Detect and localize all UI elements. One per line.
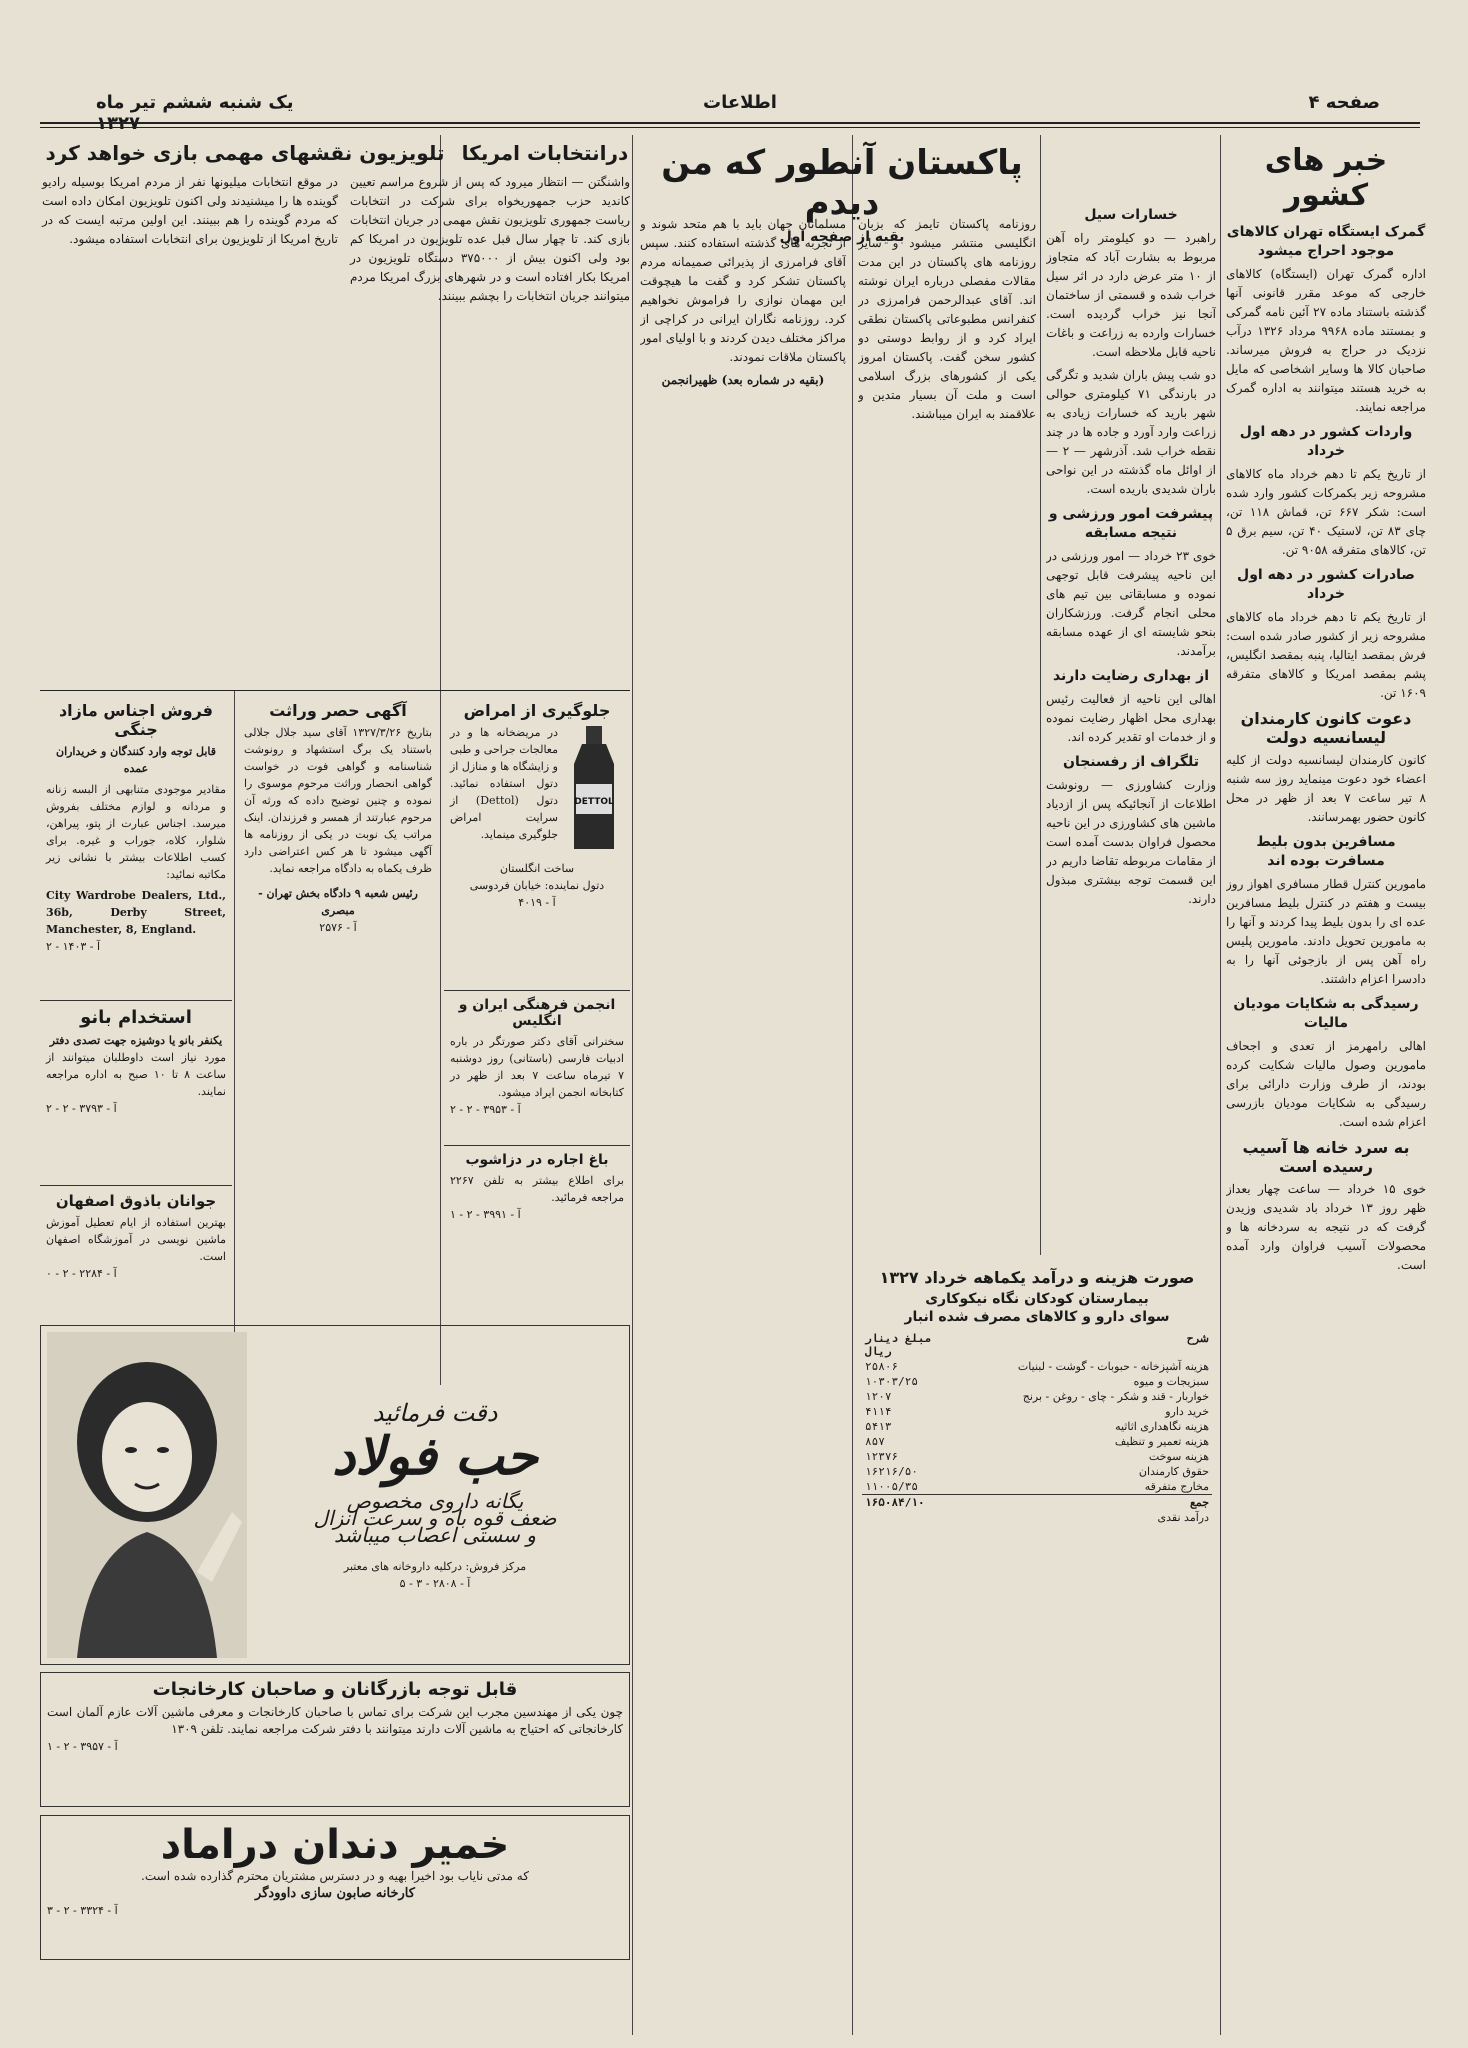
dettol-bottle-icon	[564, 724, 624, 854]
table-row	[862, 1464, 1212, 1479]
article-title: صادرات کشور در دهه اول خرداد	[1237, 567, 1415, 602]
divider-4	[632, 135, 633, 2035]
right-column	[1226, 135, 1426, 2035]
hasr-body: بتاریخ ۱۳۲۷/۳/۲۶ آقای سید جلال جلالی باستناد یک برگ استشهاد و رونوشت شناسنامه و گواهی فوت در خواست گواهی انحصار وراثت مرحوم موسوی را نموده و چنین توضیح داده که ورثه آن مرحوم عبارتند از همسر و فرزندان. اینک مراتب یک نوبت در یکی از روزنامه ها آگهی میشود تا هر کس اعتراضی دارد ظرف یکماه به دادگاه مراجعه نماید.	[244, 726, 432, 875]
anjoman-code: آ - ۳۹۵۳ - ۲ - ۲	[450, 1103, 521, 1116]
america-article	[40, 135, 630, 695]
section-title: خبر های کشور	[1264, 143, 1388, 213]
america-headline-right: درانتخابات امریکا	[461, 141, 629, 165]
jovanan-code: آ - ۲۲۸۴ - ۲ - ۰	[46, 1267, 117, 1280]
row-desc: سبزیجات و میوه	[1133, 1375, 1209, 1388]
hasr-ad	[238, 695, 438, 1295]
pakistan-footer: (بقیه در شماره بعد) ظهیرانجمن	[661, 373, 825, 387]
article-title: مسافرین بدون بلیط مسافرت بوده اند	[1256, 834, 1396, 869]
jovanan-body: بهترین استفاده از ایام تعطیل آموزش ماشین نویسی در آموزشگاه اصفهان است.	[46, 1216, 226, 1263]
section-rule	[40, 690, 630, 691]
row-amount: ۴۱۱۴	[865, 1405, 892, 1418]
row-desc: جمع	[1189, 1496, 1209, 1509]
row-desc: هزینه نگاهداری اثاثیه	[1115, 1420, 1209, 1433]
row-desc: هزینه سوخت	[1148, 1450, 1209, 1463]
pakistan-col-b	[640, 215, 846, 2035]
table-row	[862, 1404, 1212, 1419]
row-desc: خواربار - قند و شکر - چای - روغن - برنج	[1022, 1390, 1209, 1403]
table-row	[862, 1389, 1212, 1404]
article-title: رسیدگی به شکایات مودیان مالیات	[1233, 996, 1419, 1031]
habb-footer: مرکز فروش: درکلیه داروخانه های معتبر	[343, 1559, 527, 1573]
hospital-subtitle: بیمارستان کودکان نگاه نیکوکاری	[925, 1291, 1149, 1307]
table-row	[862, 1374, 1212, 1389]
dettol-ad	[444, 695, 630, 985]
america-body: واشنگتن — انتظار میرود که پس از شروع مراسم تعیین کاندید حزب جمهوریخواه برای شرکت در انتخابات ریاست جمهوری تلویزیون نقش مهمی در جریان انتخابات بازی کند. تا چهار سال قبل عده تلویزیون در امریکا کم بود ولی اکنون بیش از ۳۷۵۰۰۰ دستگاه تلویزیون در امریکا بکار افتاده است و در شهرهای بزرگ امریکا مردم میتوانند جریان انتخابات را بچشم ببینند.	[350, 175, 630, 303]
masthead-page-label: صفحه ۴	[1308, 92, 1380, 113]
america-body-2: در موقع انتخابات میلیونها نفر از مردم امریکا بوسیله رادیو گوینده ها را میشنیدند ولی اکنون تلویزیون امکان داده است که مردم گوینده را هم ببینند. این اولین مرتبه ایست که در تاریخ امریکا از تلویزیون برای انتخابات استفاده میشود.	[42, 175, 338, 246]
divider-1	[1220, 135, 1221, 2035]
right-column-body	[1226, 223, 1426, 1275]
sale-code: آ - ۱۴۰۳ - ۲	[46, 940, 101, 953]
table-row	[862, 1479, 1212, 1495]
america-headline-left: تلویزیون نقشهای مهمی بازی خواهد کرد	[45, 141, 445, 165]
pakistan-body-left: مسلمانان جهان باید با هم متحد شوند و از تجربه های گذشته استفاده کنند. سپس آقای فرامرزی از پذیرائی صمیمانه مردم پاکستان تشکر کرد و گفت ما هیچوقت این مهمان نوازی را فراموش نخواهیم کرد. روزنامه نگاران ایرانی در کراچی از مراکز مختلف دیدن کردند و با اولیای امور پاکستان ملاقات نمودند.	[640, 217, 846, 364]
row-amount: ۱۶۵۰۸۴/۱۰	[865, 1496, 925, 1509]
woman-portrait-image	[47, 1332, 247, 1658]
masthead-rule	[40, 122, 1420, 124]
row-desc: هزینه تعمیر و تنظیف	[1114, 1435, 1209, 1448]
dettol-body: در مریضخانه ها و در معالجات جراحی و طبی و زایشگاه ها و منازل از دتول استفاده نمائید. دتول (Dettol) از سرایت امراض جلوگیری مینماید.	[450, 726, 558, 841]
article-body: از تاریخ یکم تا دهم خرداد ماه کالاهای مشروحه زیر از کشور صادر شده است: فرش بمقصد ایتالیا، پنبه بمقصد انگلیس، پشم بمقصد امریکا و کالاهای متفرقه ۱۶۰۹ تن.	[1226, 610, 1426, 700]
habb-code: آ - ۲۸۰۸ - ۳ - ۵	[399, 1576, 471, 1590]
habb-title-small: دقت فرمائید	[372, 1398, 498, 1427]
row-desc: مخارج متفرقه	[1144, 1480, 1209, 1493]
bagh-code: آ - ۳۹۹۱ - ۲ - ۱	[450, 1208, 521, 1221]
anjoman-ad	[444, 990, 630, 1140]
hospital-title: صورت هزینه و درآمد یکماهه خرداد ۱۳۲۷	[879, 1268, 1195, 1287]
karkhane-body: چون یکی از مهندسین مجرب این شرکت برای تماس با صاحبان کارخانجات و معرفی ماشین آلات عازم آلمان است کارخانجاتی که احتیاج به ماشین آلات دارند میتوانند با دفتر شرکت مراجعه نمایند. تلفن ۱۳۰۹	[47, 1705, 623, 1736]
habb-ad	[40, 1325, 630, 1665]
article-body: کانون کارمندان لیسانسیه دولت از کلیه اعضاء خود دعوت مینماید روز سه شنبه ۸ تیر ساعت ۷ بعد از ظهر در محل کانون حضور بهمرسانند.	[1226, 753, 1426, 824]
article-body: اهالی رامهرمز از تعدی و اجحاف مامورین وصول مالیات شکایت کرده بودند، از طرف وزارت دارائی برای رسیدگی به شکایات مودیان بازرسی اعزام شده است.	[1226, 1039, 1426, 1129]
jovanan-title: جوانان باذوق اصفهان	[55, 1192, 217, 1210]
article-body: از تاریخ یکم تا دهم خرداد ماه کالاهای مشروحه زیر بکمرکات کشور وارد شده است: شکر ۶۶۷ تن، قماش ۱۱۸ تن، چای ۸۳ تن، لاستیک ۴۰ تن، سیم برق ۵ تن، کالاهای متفرقه ۹۰۵۸ تن.	[1226, 467, 1426, 557]
col-head-amount: مبلغ دینار ریال	[865, 1332, 932, 1358]
col-head-desc: شرح	[1186, 1332, 1209, 1345]
bagh-body: برای اطلاع بیشتر به تلفن ۲۲۶۷ مراجعه فرمائید.	[450, 1174, 624, 1204]
sale-title: فروش اجناس مازاد جنگی	[58, 701, 214, 739]
row-amount: ۸۵۷	[865, 1435, 885, 1448]
estekhdam-ad	[40, 1000, 232, 1180]
article-body: خوی ۲۳ خرداد — امور ورزشی در این ناحیه پیشرفت قابل توجهی نموده و مسابقاتی بین تیم های محلی انجام گرفت. ورزشکاران بنحو شایسته ای از عهده مسابقه برآمدند.	[1046, 549, 1216, 658]
karkhane-code: آ - ۳۹۵۷ - ۲ - ۱	[47, 1740, 118, 1753]
hospital-accounts	[856, 1262, 1218, 1762]
habb-line3: و سستی اعصاب میباشد	[334, 1522, 536, 1547]
article-title: پیشرفت امور ورزشی و نتیجه مسابقه	[1048, 506, 1214, 541]
hasr-signature: رئیس شعبه ۹ دادگاه بخش تهران - مبصری	[258, 887, 418, 917]
masthead-date: یک شنبه ششم تیر ماه	[96, 92, 294, 113]
masthead-paper-name: اطلاعات	[703, 92, 777, 113]
khamir-body: که مدتی نایاب بود اخیرا بهیه و در دسترس مشتریان محترم گذارده شده است.	[141, 1869, 529, 1883]
row-amount: ۱۰۳۰۳/۲۵	[865, 1375, 918, 1388]
table-total-row	[862, 1495, 1212, 1511]
article-body: اداره گمرک تهران (ایستگاه) کالاهای خارجی که موعد مقرر قانونی آنها گذشته باستناد ماده ۲۷ آئین نامه گمرکی و بمستند ماده ۹۹۶۸ مرداد ۱۳۲۶ درآب نزدیک در حراج به فروش میرساند. صاحبان کالا ها وسایر اشخاصی که مایل به خرید هستند میتوانند به اداره گمرک مراجعه نمایند.	[1226, 267, 1426, 414]
estekhdam-body: مورد نیاز است داوطلبان میتوانند از ساعت ۸ تا ۱۰ صبح به اداره مراجعه نمایند.	[46, 1051, 226, 1098]
continued-label: بقیه از صفحه اول	[779, 229, 905, 245]
anjoman-title: انجمن فرهنگی ایران و انگلیس	[458, 997, 616, 1029]
article-title: از بهداری رضایت دارند	[1052, 668, 1210, 684]
article-title: به سرد خانه ها آسیب رسیده است	[1242, 1138, 1410, 1176]
article-title: واردات کشور در دهه اول خرداد	[1239, 424, 1413, 459]
sale-body: مقادیر موجودی متنابهی از البسه زنانه و مردانه و لوازم مختلف بفروش میرسد. اجناس عبارت از پتو، پیراهن، شلوار، کلاه، جوراب و غیره. برای کسب اطلاعات بیشتر با نشانی زیر مکاتبه نمائید:	[46, 783, 226, 881]
estekhdam-subtitle: یکنفر بانو یا دوشیزه جهت تصدی دفتر	[49, 1034, 223, 1047]
bagh-title: باغ اجاره در دزاشوب	[465, 1152, 609, 1168]
row-desc: حقوق کارمندان	[1138, 1465, 1209, 1478]
article-title: گمرک ایستگاه تهران کالاهای موجود احراج میشود	[1226, 224, 1426, 259]
article-body: وزارت کشاورزی — رونوشت اطلاعات از آنجائیکه پس از ازدیاد ماشین های کشاورزی در این ناحیه محصول فراوان بدست آمده است از مقامات مربوطه تقاضا داریم در این قسمت توجه بیشتری مبذول دارند.	[1046, 778, 1216, 906]
estekhdam-title: استخدام بانو	[80, 1007, 192, 1028]
table-row	[862, 1510, 1212, 1525]
habb-line1: یگانه داروی مخصوص	[346, 1488, 524, 1513]
income-label: درآمد نقدی	[1157, 1511, 1209, 1524]
article-title: دعوت کانون کارمندان لیسانسیه دولت	[1240, 709, 1412, 747]
anjoman-body: سخنرانی آقای دکتر صورتگر در باره ادبیات فارسی (باستانی) روز دوشنبه ۷ تیرماه ساعت ۷ بعد از ظهر در کتابخانه انجمن ایراد میشود.	[450, 1035, 624, 1099]
jovanan-ad	[40, 1185, 232, 1315]
article-title: تلگراف از رفسنجان	[1063, 754, 1199, 770]
table-row	[862, 1434, 1212, 1449]
table-row	[862, 1449, 1212, 1464]
row-amount: ۵۴۱۳	[865, 1420, 892, 1433]
hasr-title: آگهی حصر وراثت	[269, 701, 407, 720]
row-amount: ۲۵۸۰۶	[865, 1360, 899, 1373]
center-right-body	[1046, 206, 1216, 909]
row-amount: ۱۶۲۱۶/۵۰	[865, 1465, 918, 1478]
article-title: خسارات سیل	[1084, 207, 1178, 223]
dettol-maker: ساخت انگلستان	[499, 862, 575, 875]
article-body: دو شب پیش باران شدید و تگرگی در بارندگی ۷۱ کیلومتری حوالی شهر بارید که خسارات زیادی به زراعت وارد آورد و جاده ها در چند نقطه خراب شد. آذرشهر — ۲ — از اوائل ماه گذشته در این نواحی باران شدیدی باریده است.	[1046, 368, 1216, 496]
dettol-title: جلوگیری از امراض	[463, 701, 611, 720]
khamir-maker: کارخانه صابون سازی داوودگر	[255, 1886, 415, 1901]
masthead-rule-thin	[40, 127, 1420, 128]
article-body: خوی ۱۵ خرداد — ساعت چهار بعداز ظهر روز ۱۳ خرداد باد شدیدی وزیدن گرفت که در نتیجه به سردخانه ها و محصولات آسیب فراوان وارد آمده است.	[1226, 1182, 1426, 1272]
bagh-ad	[444, 1145, 630, 1235]
sale-subtitle: قابل توجه وارد کنندگان و خریداران عمده	[55, 745, 216, 775]
pakistan-col-a: روزنامه پاکستان تایمز که بزبان انگلیسی منتشر میشود و سایر روزنامه های پاکستان در این مدت مقالات مفصلی درباره ایران نوشته اند. آقای عبدالرحمن فرامرزی در کنفرانس مطبوعاتی پاکستان نطقی ایراد کرد و از روابط دوستی دو کشور سخن گفت. پاکستان امروز یکی از کشورهای بزرگ اسلامی است و ملت آن بسیار متدین و علاقمند به ایران میباشند.	[858, 217, 1036, 421]
article-body: اهالی این ناحیه از فعالیت رئیس بهداری محل اظهار رضایت نموده و از خدمات او تقدیر کرده اند.	[1046, 692, 1216, 744]
table-header-row	[862, 1331, 1212, 1359]
row-amount: ۱۲۰۷	[865, 1390, 892, 1403]
karkhane-ad	[40, 1672, 630, 1807]
khamir-ad	[40, 1815, 630, 1960]
row-desc: خرید دارو	[1165, 1405, 1209, 1418]
row-amount: ۱۱۰۰۵/۳۵	[865, 1480, 918, 1493]
table-row	[862, 1419, 1212, 1434]
habb-line2: ضعف قوه باه و سرعت انزال	[313, 1505, 557, 1530]
row-amount: ۱۲۳۷۶	[865, 1450, 899, 1463]
sale-address: City Wardrobe Dealers, Ltd., 36b, Derby Street, Manchester, 8, England.	[46, 889, 226, 936]
karkhane-title: قابل توجه بازرگانان و صاحبان کارخانجات	[152, 1679, 518, 1700]
habb-title: حب فولاد	[332, 1426, 538, 1487]
estekhdam-code: آ - ۳۷۹۳ - ۲ - ۲	[46, 1102, 117, 1115]
hospital-table	[862, 1331, 1212, 1525]
divider-6	[234, 690, 235, 1370]
svg-text:DETTOL: DETTOL	[574, 797, 614, 807]
khamir-title: خمیر دندان دراماد	[160, 1822, 510, 1868]
row-desc: هزینه آشپزخانه - حبوبات - گوشت - لبنیات	[1017, 1360, 1209, 1373]
pakistan-headline: پاکستان آنطور که من دیدم	[661, 143, 1023, 223]
hospital-subtitle2: سوای دارو و کالاهای مصرف شده انبار	[904, 1309, 1170, 1325]
article-body: راهبرد — دو کیلومتر راه آهن مربوط به بشارت آباد که متجاوز از ۱۰ متر عرض دارد در اثر سیل خراب شده و قسمتی از ساختمان آنجا نیز خراب گردیده است. خسارات وارده به زراعت و باغات ناحیه قابل ملاحظه است.	[1046, 231, 1216, 359]
dettol-agent: دتول نماینده: خیابان فردوسی	[469, 879, 605, 892]
center-right-column	[1046, 200, 1216, 1250]
article-body: مامورین کنترل قطار مسافری اهواز روز بیست و هفتم در کنترل بلیط مسافرین عده ای را بدون بلیط پیدا کردند و آنها را به مامورین تحویل دادند. مامورین پلیس راه آهن پس از بازجوئی آنها را به دادسرا اعزام داشتند.	[1226, 877, 1426, 986]
khamir-code: آ - ۳۳۲۴ - ۲ - ۳	[47, 1904, 118, 1917]
table-row	[862, 1359, 1212, 1374]
dettol-code: آ - ۴۰۱۹	[518, 896, 556, 909]
hasr-code: آ - ۲۵۷۶	[319, 921, 357, 934]
sale-ad	[40, 695, 232, 995]
